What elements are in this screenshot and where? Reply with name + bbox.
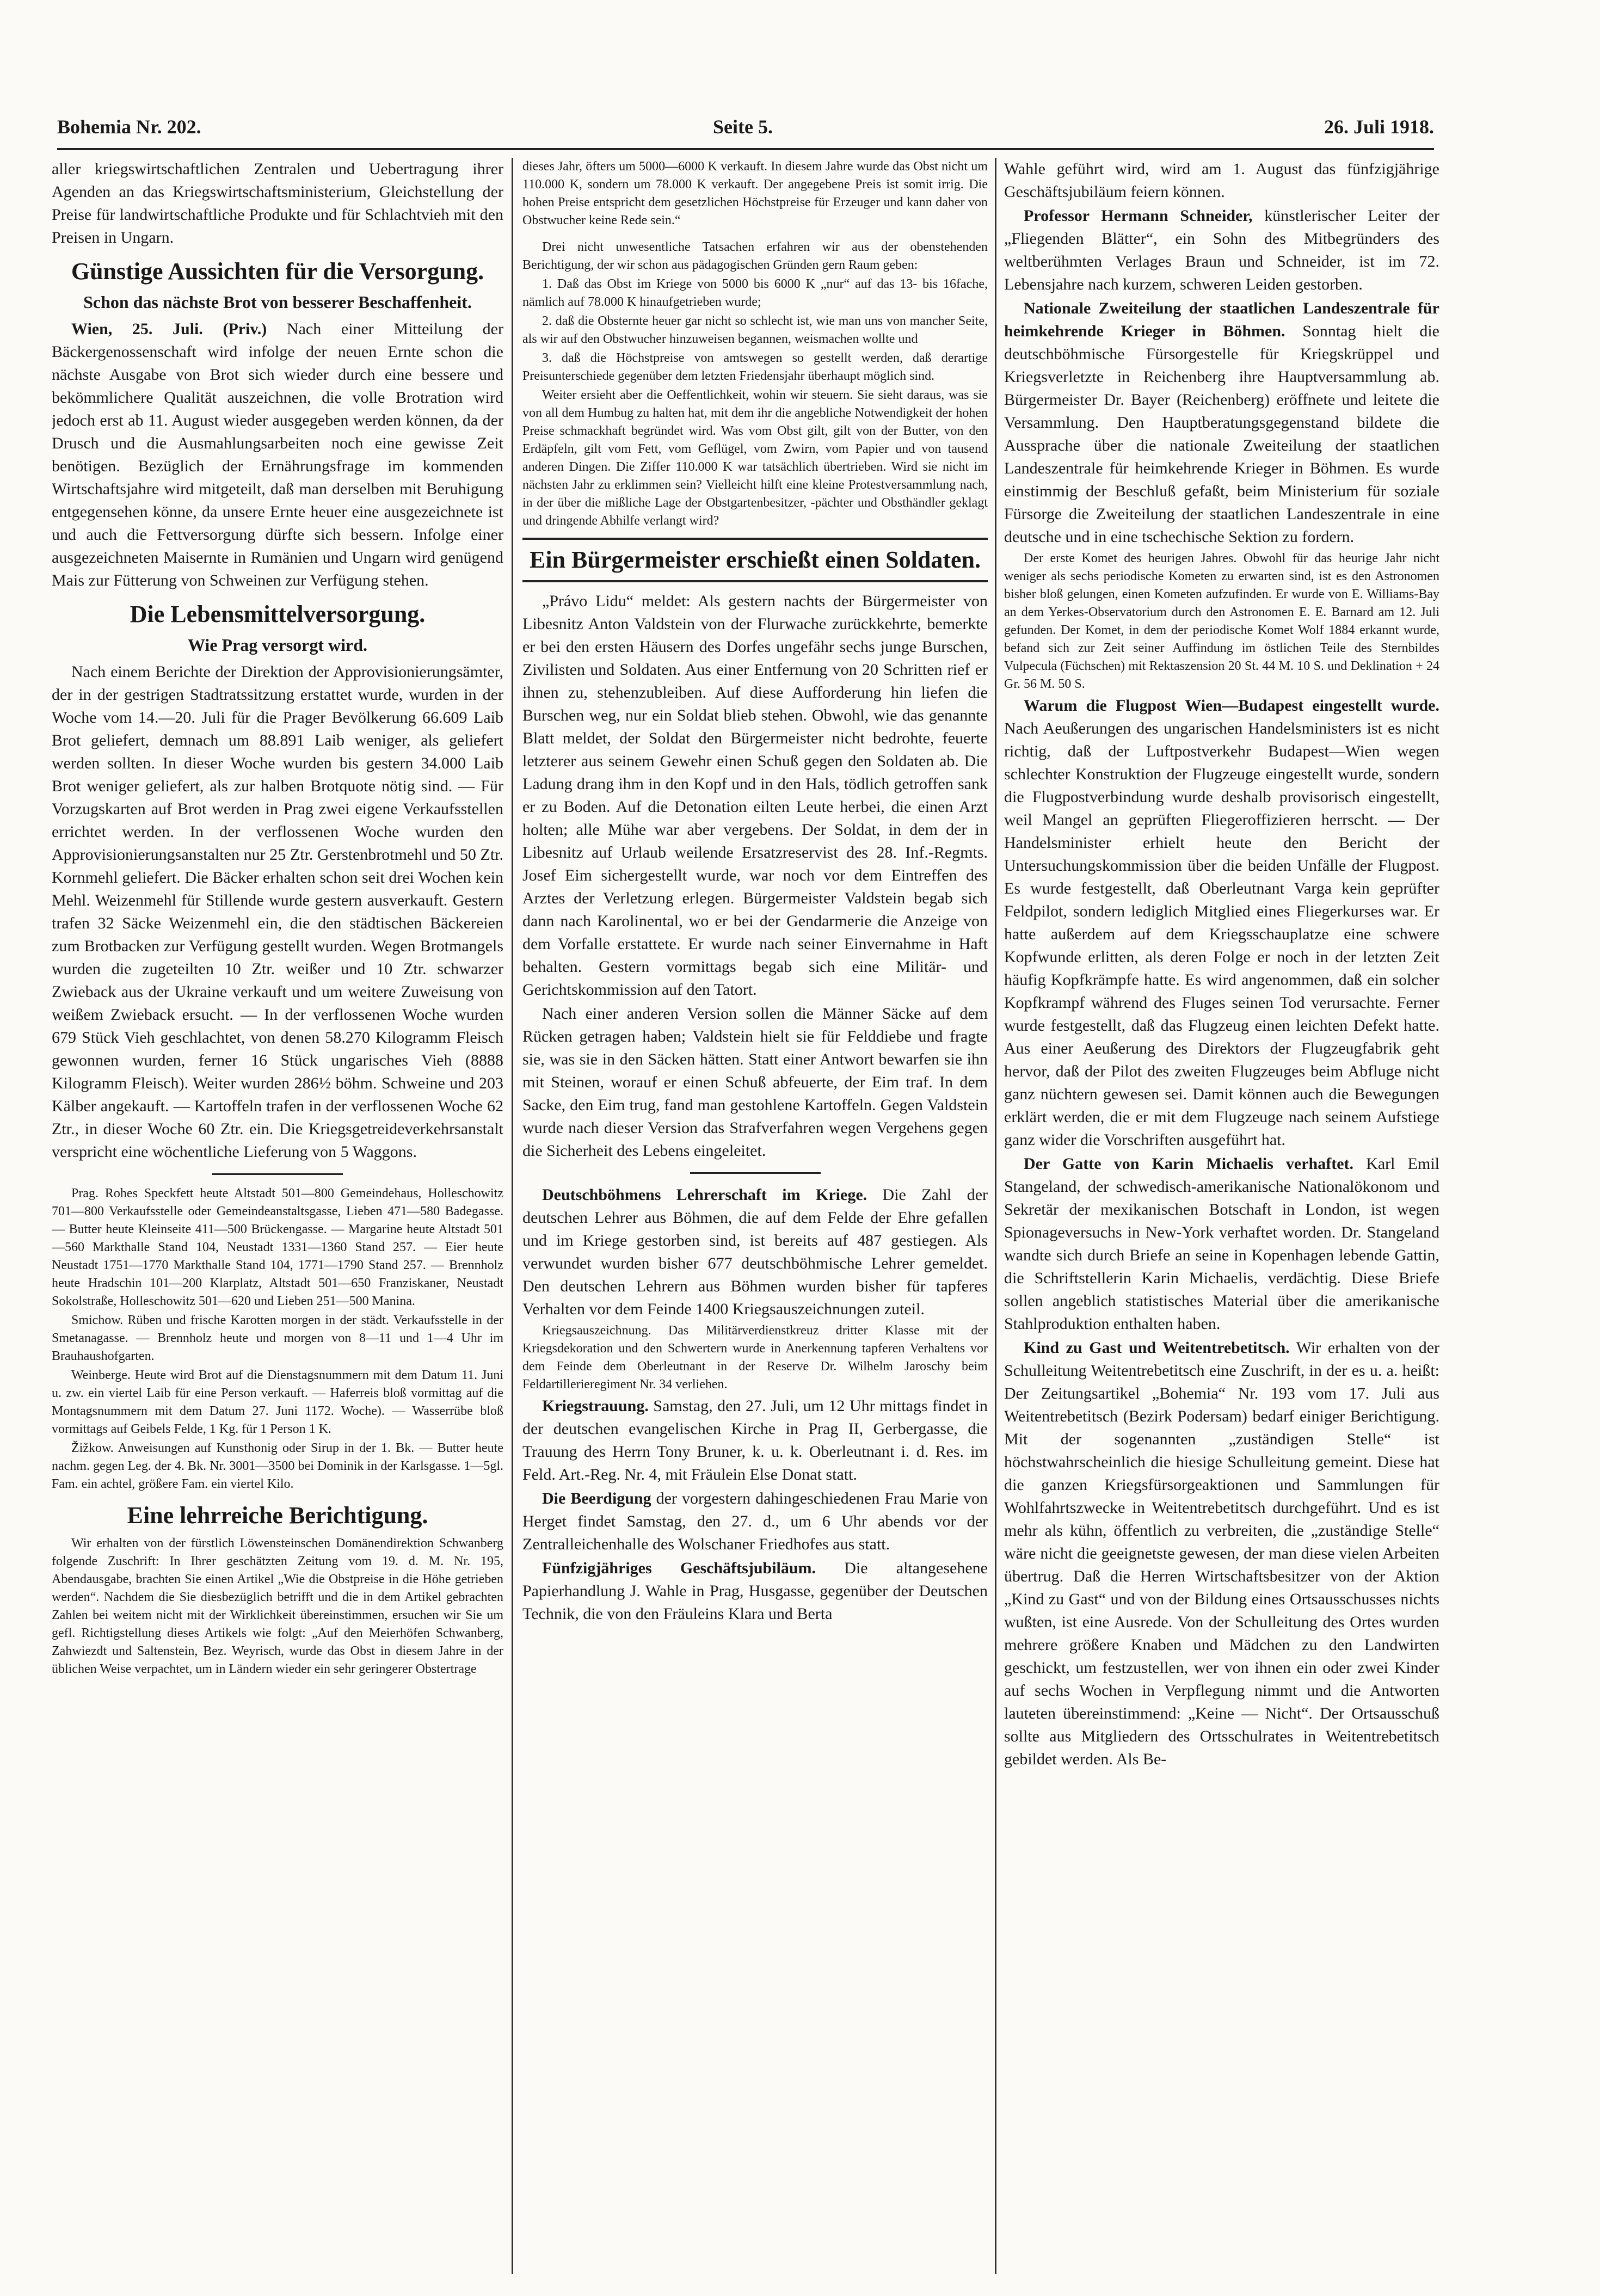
header-rule (57, 148, 1434, 150)
article-paragraph (522, 1184, 988, 1321)
section-rule (212, 1173, 343, 1175)
article-paragraph (522, 1557, 988, 1626)
list-item: 2. daß die Obsternte heuer gar nicht so schlecht ist, wie man uns von mancher Seite, als wir auf den Obstwucher hinzuweisen begannen, weismachen wollte und (522, 314, 988, 346)
headline: Die Lebensmittelversorgung. (130, 601, 426, 627)
dateline: Wien, 25. Juli. (Priv.) (71, 320, 267, 338)
issue-date: 26. Juli 1918. (1324, 116, 1434, 138)
article-title: Fünfzigjähriges Geschäftsjubiläum. (542, 1559, 816, 1577)
article-text: Sonntag hielt die deutschböhmische Fürsorgestelle für Kriegskrüppel und Kriegsverletzte in Reichenberg ihre Hauptversammlung ab. Bürgermeister Dr. Bayer (Reichenberg) eröffnete und leitete die Versammlung. Den Hauptberatungsgegenstand bildete die Aussprache über die nationale Zweiteilung der staatlichen Landeszentrale für heimkehrende Krieger in Böhmen. Es wurde einstimmig der Beschluß gefaßt, beim Ministerium für soziale Fürsorge die Zweiteilung der staatlichen Landeszentrale in eine deutsche und in eine tschechische Sektion zu fordern. (1004, 322, 1439, 546)
notice-paragraph: Žižkow. Anweisungen auf Kunsthonig oder Sirup in der 1. Bk. — Butter heute nachm. gegen Leg. der 4. Bk. Nr. 3001—3500 bei Dominik in der Karlsgasse. 1—5gl. Fam. ein achtel, größere Fam. ein viertel Kilo. (52, 1441, 503, 1491)
column-1 (52, 158, 503, 2274)
column-3 (1004, 158, 1439, 2274)
article-continuation: dieses Jahr, öfters um 5000—6000 K verkauft. In diesem Jahre wurde das Obst nicht um 110.000 K, sondern um 78.000 K verkauft. Der angegebene Preis ist somit irrig. Die hohen Preise entspricht dem gesetzlichen Höchstpreise für Erzeuger und kann daher von Obstwucher keine Rede sein.“ (522, 159, 988, 227)
page-header (57, 109, 1434, 145)
article-text: Nach Aeußerungen des ungarischen Handelsministers ist es nicht richtig, daß der Luftpostverkehr Budapest—Wien wegen schlechter Konstruktion der Flugzeuge eingestellt wurde, sondern die Flugpostverbindung wurde deshalb provisorisch eingestellt, weil Mangel an geprüften Fliegeroffizieren herrscht. — Der Handelsminister erhielt heute den Bericht der Untersuchungskommission über die beiden Unfälle der Flugpost. Es wurde festgestellt, daß Oberleutnant Varga kein geprüfter Feldpilot, sondern lediglich Mitglied eines Fliegerkurses war. Er hatte außerdem auf dem Kriegsschauplatze eine schwere Kopfwunde erlitten, als deren Folge er noch in der letzten Zeit häufig Kopfkrämpfe hatte. Es wird angenommen, daß ein solcher Kopfkrampf während des Fluges seinen Tod verursachte. Ferner wurde festgestellt, daß das Flugzeug einen leichten Defekt hatte. Aus einer Aeußerung des Direktors der Flugzeugfabrik geht hervor, daß der Pilot des zweiten Flugzeuges beim Abfluge nicht ganz nüchtern gewesen sei. Damit können auch die Bewegungen erklärt werden, die er mit dem Flugzeuge nach seinem Aufstiege ganz wider die Vorschriften ausgeführt hat. (1004, 719, 1439, 1149)
headline: Eine lehrreiche Berichtigung. (127, 1502, 428, 1529)
column-divider (512, 158, 513, 2274)
section-rule (690, 1172, 821, 1174)
list-item: 1. Daß das Obst im Kriege von 5000 bis 6000 K „nur“ auf das 13- bis 16fache, nämlich auf 78.000 K hinaufgetrieben wurde; (522, 277, 988, 309)
article-title: Die Beerdigung (542, 1489, 651, 1507)
column-2 (522, 158, 988, 2274)
headline: Günstige Aussichten für die Versorgung. (71, 258, 484, 285)
subheadline: Schon das nächste Brot von besserer Beschaffenheit. (83, 292, 472, 312)
article-text: Samstag, den 27. Juli, um 12 Uhr mittags findet in der deutschen evangelischen Kirche in Prag II, Gerbergasse, die Trauung des Herrn Tony Bruner, k. u. k. Oberleutnant i. d. Res. im Feld. Art.-Reg. Nr. 4, mit Fräulein Else Donat statt. (522, 1397, 988, 1484)
article-paragraph: Drei nicht unwesentliche Tatsachen erfahren wir aus der obenstehenden Berichtigung, der wir schon aus pädagogischen Gründen gern Raum geben: (522, 240, 988, 272)
article-paragraph (1004, 1153, 1439, 1335)
article-title: Deutschböhmens Lehrerschaft im Kriege. (542, 1186, 867, 1204)
article-continuation: aller kriegswirtschaftlichen Zentralen und Uebertragung ihrer Agenden an das Kriegswirtschaftsministerium, Gleichstellung der Preise für landwirtschaftliche Produkte und für Schlachtvieh mit den Preisen in Ungarn. (52, 160, 503, 247)
article-continuation: Wahle geführt wird, wird am 1. August das fünfzigjährige Geschäftsjubiläum feiern können. (1004, 160, 1439, 201)
article-title: Warum die Flugpost Wien—Budapest eingestellt wurde. (1024, 697, 1439, 715)
article-title: Der Gatte von Karin Michaelis verhaftet. (1024, 1155, 1354, 1173)
article-paragraph (522, 1487, 988, 1556)
article-title: Professor Hermann Schneider, (1024, 207, 1253, 225)
article-text: Nach einer Mitteilung der Bäckergenossenschaft wird infolge der neuen Ernte schon die nächste Ausgabe von Brot sich wieder durch eine bessere und bekömmlichere Qualität auszeichnen, die volle Brotration wird jedoch erst ab 11. August wieder ausgegeben werden können, da der Drusch und die Ausmahlungsarbeiten noch eine gewisse Zeit benötigen. Bezüglich der Ernährungsfrage im kommenden Wirtschaftsjahre wird mitgeteilt, daß man derselben mit Beruhigung entgegensehen könne, da unsere Ernte heuer eine ausgezeichnete ist und auch die Fettversorgung dürfte sich bessern. Infolge einer ausgezeichneten Maisernte in Rumänien und Ungarn wird genügend Mais zur Fütterung von Schweinen zur Verfügung stehen. (52, 320, 503, 589)
column-divider (995, 158, 996, 2274)
article-paragraph: „Právo Lidu“ meldet: Als gestern nachts der Bürgermeister von Libesnitz Anton Valdstein von der Flurwache zurückkehrte, bemerkte er bei den ersten Häusern des Dorfes ungefähr sechs junge Burschen, Zivilisten und Soldaten. Aus einer Entfernung von 20 Schritten rief er ihnen zu, stehenzubleiben. Auf diese Aufforderung hin liefen die Burschen weg, nur ein Soldat blieb stehen. Obwohl, wie das genannte Blatt meldet, der Soldat den Bürgermeister nicht bedrohte, feuerte letzterer aus seinem Gewehr einen Schuß gegen den Soldaten ab. Die Ladung drang ihm in den Kopf und in den Hals, tödlich getroffen sank er zu Boden. Auf die Detonation eilten Leute herbei, die einen Arzt holten; alle Mühe war aber vergebens. Der Soldat, in dem der in Libesnitz auf Urlaub weilende Ersatzreservist des 28. Inf.-Regmts. Josef Eim sichergestellt wurde, war noch vor dem Eintreffen des Arztes der Verletzung erlegen. Bürgermeister Valdstein begab sich dann nach Karolinental, wo er bei der Gendarmerie die Anzeige von dem Vorfalle erstattete. Er wurde nach seiner Einvernahme in Haft behalten. Gestern vormittags begab sich eine Militär- und Gerichtskommission auf den Tatort. (522, 592, 988, 999)
article-text: Die altangesehene Papierhandlung J. Wahle in Prag, Husgasse, gegenüber der Deutschen Technik, die von den Fräuleins Klara und Berta (522, 1559, 988, 1623)
page-number: Seite 5. (713, 116, 773, 138)
notice-paragraph: Weinberge. Heute wird Brot auf die Dienstagsnummern mit dem Datum 11. Juni u. zw. ein viertel Laib für eine Person verkauft. — Haferreis bloß vormittag auf die Montagsnummern mit dem Datum 27. Juni 1172. Woche). — Wasserrübe bloß vormittags auf Geibels Felde, 1 Kg. für 1 Person 1 K. (52, 1368, 503, 1436)
article-text: Karl Emil Stangeland, der schwedisch-amerikanische Nationalökonom und Sekretär der mexikanischen Botschaft in London, ist wegen Spionageversuchs in New-York verhaftet worden. Dr. Stangeland wandte sich durch Briefe an seine in Kopenhagen lebende Gattin, die Schriftstellerin Karin Michaelis, verdächtig. Diese Briefe sollen angeblich statistisches Material über die amerikanische Stahlproduktion enthalten haben. (1004, 1155, 1439, 1333)
article-paragraph (52, 318, 503, 592)
headline: Ein Bürgermeister erschießt einen Soldaten. (522, 538, 988, 582)
article-paragraph: Weiter ersieht aber die Oeffentlichkeit, wohin wir steuern. Sie sieht daraus, was sie von all dem Humbug zu halten hat, mit dem ihr die angebliche Notwendigkeit der hohen Preise schmackhaft begründet wird. Was vom Obst gilt, gilt von der Butter, von den Erdäpfeln, gilt vom Fett, vom Geflügel, vom Zwirn, vom Papier und von tausend anderen Dingen. Die Ziffer 110.000 K war tatsächlich übertrieben. Wird sie nicht im nächsten Jahr zu erklimmen sein? Vielleicht hilft eine kleine Protestversammlung nach, in der über die mißliche Lage der Obstgartenbesitzer, -pächter und Obsthändler geklagt und dringende Abhilfe verlangt wird? (522, 388, 988, 528)
notice-paragraph: Smichow. Rüben und frische Karotten morgen in der städt. Verkaufsstelle in der Smetanagasse. — Brennholz heute und morgen von 8—11 und 1—4 Uhr im Brauhaushofgarten. (52, 1313, 503, 1363)
notice-paragraph: Der erste Komet des heurigen Jahres. Obwohl für das heurige Jahr nicht weniger als sechs periodische Kometen zu erwarten sind, ist es den Astronomen bisher bloß gelungen, einen Kometen aufzufinden. Er wurde von E. Williams-Bay an dem Yerkes-Observatorium durch den Astronomen E. E. Barnard am 12. Juli gefunden. Der Komet, in dem der periodische Komet Wolf 1884 erkannt wurde, befand sich zur Zeit seiner Auffindung im östlichen Teile des Sternbildes Vulpecula (Füchschen) mit Rektaszension 20 St. 44 M. 10 S. und Deklination + 24 Gr. 56 M. 50 S. (1004, 551, 1439, 691)
article-paragraph: Nach einer anderen Version sollen die Männer Säcke auf dem Rücken getragen haben; Valdstein hielt sie für Felddiebe und fragte sie, was sie in den Säcken hätten. Statt einer Antwort bewarfen sie ihn mit Steinen, worauf er einen Schuß abfeuerte, der Eim traf. In dem Sacke, den Eim trug, fand man gestohlene Kartoffeln. Gegen Valdstein wurde nach dieser Version das Strafverfahren wegen Vergehens gegen die Sicherheit des Lebens eingeleitet. (522, 1005, 988, 1160)
article-title: Kind zu Gast und Weitentrebetitsch. (1024, 1339, 1290, 1357)
article-text: künstlerischer Leiter der „Fliegenden Blätter“, ein Sohn des Mitbegründers des weltberühmten Verlages Braun und Schneider, ist im 72. Lebensjahre nach kurzem, schweren Leiden gestorben. (1004, 207, 1439, 293)
article-title: Nationale Zweiteilung der staatlichen Landeszentrale für heimkehrende Krieger in Böhmen. (1004, 299, 1439, 340)
article-paragraph (1004, 694, 1439, 1152)
article-paragraph (1004, 1337, 1439, 1771)
article-paragraph: Wir erhalten von der fürstlich Löwensteinschen Domänendirektion Schwanberg folgende Zuschrift: In Ihrer geschätzten Zeitung vom 19. d. M. Nr. 195, Abendausgabe, brachten Sie einen Artikel „Wie die Obstpreise in die Höhe getrieben werden“. Nachdem die Sie diesbezüglich betrifft und die in dem Artikel gebrachten Zahlen bei weitem nicht mit der Wirklichkeit übereinstimmen, ersuchen wir Sie um gefl. Richtigstellung dieses Artikels wie folgt: „Auf den Meierhöfen Schwanberg, Zahwiezdt und Saltenstein, Bez. Weyrisch, wurde das Obst in diesem Jahre in der üblichen Weise verpachtet, um in Ländern wieder ein sehr geringerer Obstertrage (52, 1536, 503, 1676)
article-paragraph (522, 1395, 988, 1486)
subheadline: Wie Prag versorgt wird. (188, 635, 367, 655)
article-paragraph (1004, 297, 1439, 549)
notice-paragraph: Prag. Rohes Speckfett heute Altstadt 501—800 Gemeindehaus, Holleschowitz 701—800 Verkaufsstelle oder Gemeindeanstaltsgasse, Lieben 471—580 Badegasse. — Butter heute Kleinseite 411—500 Brückengasse. — Margarine heute Altstadt 501—560 Markthalle Stand 104, Neustadt 1331—1360 Stand 257. — Eier heute Neustadt 1751—1770 Markthalle Stand 104, 1771—1790 Stand 257. — Brennholz heute Hradschin 101—200 Klarplatz, Altstadt 501—650 Franziskaner, Neustadt Sokolstraße, Holleschowitz 501—620 und Lieben 251—500 Manina. (52, 1186, 503, 1308)
article-title: Kriegstrauung. (542, 1397, 649, 1415)
notice-paragraph: Kriegsauszeichnung. Das Militärverdienstkreuz dritter Klasse mit der Kriegsdekoration und den Schwertern wurde in Anerkennung tapferen Verhaltens vor dem Feinde dem Oberleutnant in der Reserve Dr. Wilhelm Jaroschy beim Feldartillerieregiment Nr. 34 verliehen. (522, 1324, 988, 1392)
article-text: Wir erhalten von der Schulleitung Weitentrebetitsch eine Zuschrift, in der es u. a. heißt: Der Zeitungsartikel „Bohemia“ Nr. 193 vom 17. Juli aus Weitentrebetitsch (Bezirk Podersam) bedarf einiger Berichtigung. Mit der sogenannten „zuständigen Stelle“ ist höchstwahrscheinlich die hiesige Schulleitung gemeint. Diese hat die ganzen Kriegsfürsorgeaktionen und Sammlungen für Wohlfahrtszwecke in Weitentrebetitsch durchgeführt. Und es ist mehr als kühn, öffentlich zu verbreiten, die „zuständige Stelle“ wäre nicht die geeignetste gewesen, der man diese vielen Arbeiten übertrug. Daß die Herren Wirtschaftsbesitzer von der Aktion „Kind zu Gast“ und von der Bildung eines Ortsausschusses nichts wußten, ist eine Ausrede. Von der Schulleitung des Ortes wurden mehrere größere Knaben und Mädchen zu den Landwirten geschickt, um festzustellen, wer von ihnen ein oder zwei Kinder auf sechs Wochen in Verpflegung nimmt und die Antworten lauteten übereinstimmend: „Keine — Nicht“. Der Ortsausschuß sollte aus Mitgliedern des Ortsschulrates in Weitentrebetitsch gebildet werden. Als Be- (1004, 1339, 1439, 1768)
article-paragraph: Nach einem Berichte der Direktion der Approvisionierungsämter, der in der gestrigen Stadtratssitzung erstattet wurde, wurden in der Woche vom 14.—20. Juli für die Prager Bevölkerung 66.609 Laib Brot geliefert, demnach um 88.891 Laib weniger, als geliefert werden sollten. In dieser Woche wurden bis gestern 34.000 Laib Brot weniger geliefert, als zur halben Brotquote nötig sind. — Für Vorzugskarten auf Brot werden in Prag zwei eigene Verkaufsstellen errichtet werden. In der verflossenen Woche wurden den Approvisionierungsanstalten nur 25 Ztr. Gerstenbrotmehl und 50 Ztr. Kornmehl geliefert. Die Bäcker erhalten schon seit drei Wochen kein Mehl. Weizenmehl für Stillende wurde gestern ausverkauft. Gestern trafen 32 Säcke Weizenmehl ein, die den städtischen Bäckereien zum Brotbacken zur Verfügung gestellt wurden. Wegen Brotmangels wurden die zugeteilten 10 Ztr. weißer und 10 Ztr. schwarzer Zwieback aus der Ukraine verkauft und um weitere Zuweisung von weißem Zwieback ersucht. — In der verflossenen Woche wurden 679 Stück Vieh geschlachtet, von denen 58.270 Kilogramm Fleisch gewonnen wurden, ferner 16 Stück ungarisches Vieh (8888 Kilogramm Fleisch). Weiter wurden 286½ böhm. Schweine und 203 Kälber angekauft. — Kartoffeln trafen in der verflossenen Woche 62 Ztr., in dieser Woche 60 Ztr. ein. Die Kriegsgetreideverkehrsanstalt verspricht eine wöchentliche Lieferung von 5 Waggons. (52, 663, 503, 1161)
article-text: der vorgestern dahingeschiedenen Frau Marie von Herget findet Samstag, den 27. d., um 6 Uhr abends vor der Zentralleichenhalle des Wolschaner Friedhofes aus statt. (522, 1489, 988, 1553)
masthead-issue: Bohemia Nr. 202. (57, 116, 201, 138)
article-paragraph (1004, 205, 1439, 296)
article-text: Die Zahl der deutschen Lehrer aus Böhmen, die auf dem Felde der Ehre gefallen und im Kriege gestorben sind, ist bereits auf 487 gestiegen. Als verwundet wurden bisher 677 deutschböhmische Lehrer gemeldet. Den deutschen Lehrern aus Böhmen wurden bisher für tapferes Verhalten vor dem Feinde 1400 Kriegsauszeichnungen zuteil. (522, 1186, 988, 1318)
list-item: 3. daß die Höchstpreise von amtswegen so gestellt werden, daß derartige Preisunterschiede gegenüber dem letzten Friedensjahr überhaupt möglich sind. (522, 351, 988, 383)
